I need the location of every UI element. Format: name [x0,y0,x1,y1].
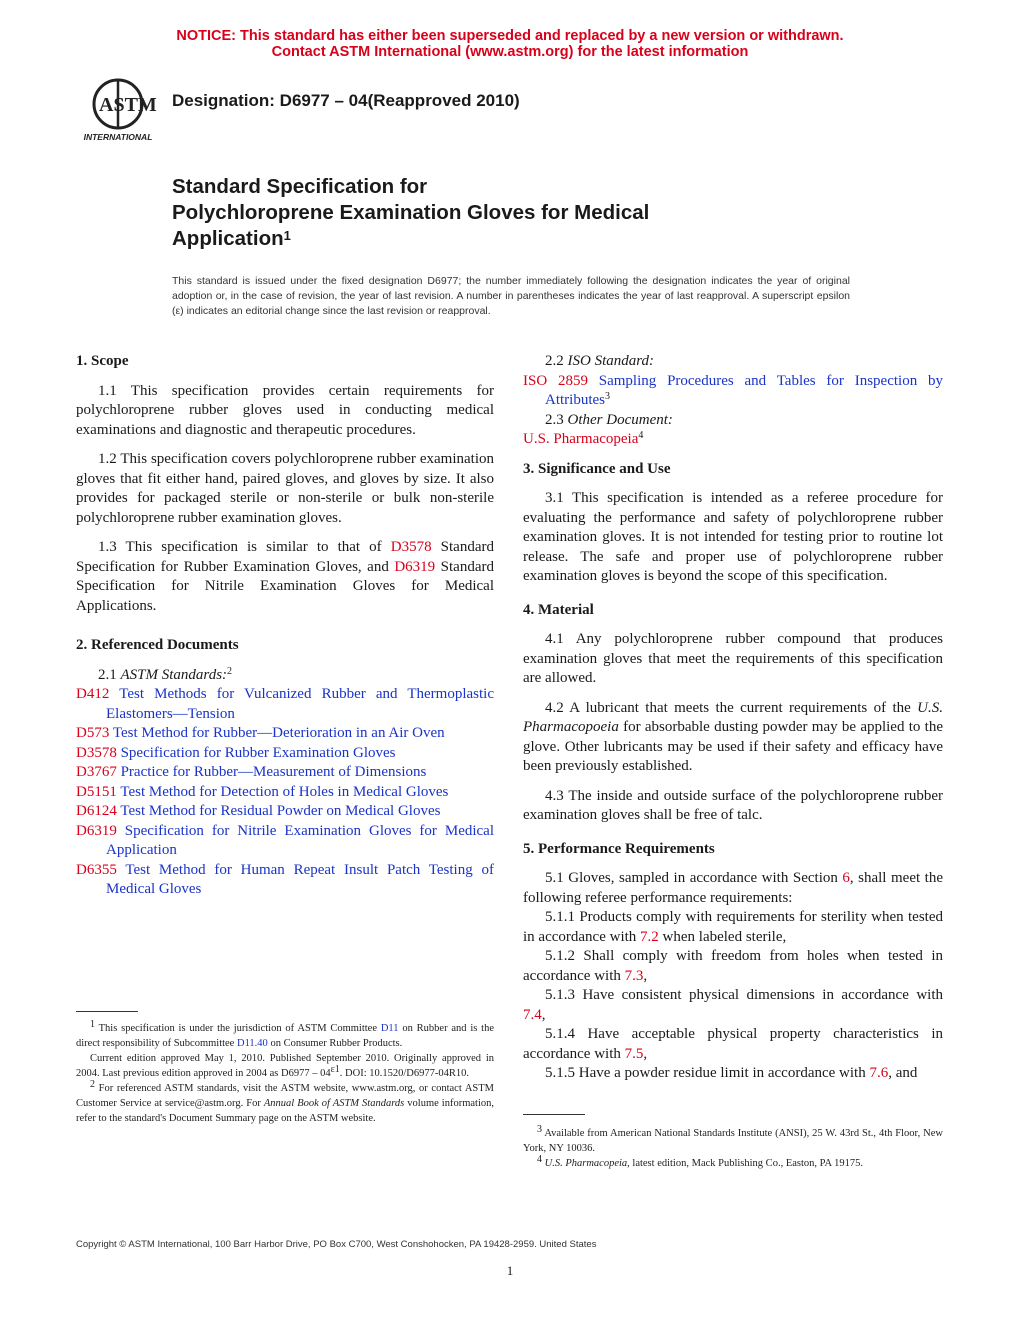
logo-text: INTERNATIONAL [83,132,153,142]
performance-item: 5.1.4 Have acceptable physical property characteristics in accordance with 7.5, [523,1026,943,1062]
para-1-1: 1.1 This specification provides certain requirements for polychloroprene rubber gloves used in conducting medical examinations and diagnostic and therapeutic procedures. [76,382,494,438]
document-title [172,174,649,252]
reference-item[interactable] [76,822,494,861]
link-section-6[interactable]: 6 [842,870,850,886]
performance-item: 5.1.3 Have consistent physical dimensions in accordance with 7.4, [523,987,943,1023]
notice-line-1: NOTICE: This standard has either been superseded and replaced by a new version or withdrawn. [176,28,844,44]
reference-title[interactable]: Practice for Rubber—Measurement of Dimensions [120,764,427,780]
title-footnote-ref: 1 [283,228,291,243]
reference-title[interactable]: Specification for Nitrile Examination Gloves for Medical Application [106,822,495,858]
astm-logo [76,76,160,146]
performance-item: 5.1.5 Have a powder residue limit in accordance with 7.6, and [545,1065,918,1081]
link-section-ref[interactable]: 7.3 [624,967,644,984]
reference-code[interactable]: D6319 [76,822,117,839]
link-section-ref[interactable]: 7.2 [640,928,659,945]
title-line-1: Standard Specification for [172,175,428,198]
link-section-ref[interactable]: 7.4 [523,1006,542,1023]
footnote-1: 1 This specification is under the jurisdiction of ASTM Committee D11 on Rubber and is the direct responsibility of Subcommittee D11.40 on Consumer Rubber Products. [76,1019,494,1049]
link-d11-40[interactable]: D11.40 [236,1038,268,1049]
title-line-3: Application [172,227,284,250]
link-d6319[interactable]: D6319 [394,558,436,575]
reference-item[interactable] [76,783,494,803]
subsection-2-3: 2.3 Other Document: [545,411,673,428]
section-5-heading: 5. Performance Requirements [523,840,715,857]
footnote-3: 3 Available from American National Standards Institute (ANSI), 25 W. 43rd St., 4th Floor, New York, NY 10036. [523,1124,943,1154]
reference-title[interactable]: Test Method for Detection of Holes in Medical Gloves [120,783,449,800]
reference-code[interactable]: D6124 [76,803,117,819]
reference-iso-2859[interactable]: ISO 2859 Sampling Procedures and Tables for Inspection by Attributes$^3$ [523,372,943,408]
astm-logo-mark [76,76,160,146]
right-column [523,352,943,1084]
reference-item[interactable] [76,744,494,764]
reference-title[interactable]: Test Methods for Vulcanized Rubber and Thermoplastic Elastomers—Tension [106,686,495,722]
reference-code[interactable]: D3578 [76,744,117,761]
link-section-ref[interactable]: 7.5 [624,1045,644,1062]
copyright: Copyright © ASTM International, 100 Barr Harbor Drive, PO Box C700, West Conshohocken, PA 19428-2959. United States [76,1239,597,1250]
designation: Designation: D6977 – 04(Reapproved 2010) [172,91,520,110]
reference-title[interactable]: Test Method for Human Repeat Insult Patch Testing of Medical Gloves [106,861,494,897]
reference-title[interactable]: Test Method for Residual Powder on Medical Gloves [120,803,441,819]
reference-title[interactable]: Test Method for Rubber—Deterioration in an Air Oven [112,725,445,741]
reference-list [76,685,494,900]
section-2-heading: 2. Referenced Documents [76,637,239,653]
para-4-3: 4.3 The inside and outside surface of the polychloroprene rubber examination gloves shall be free of talc. [523,787,943,823]
para-1-3: 1.3 This specification is similar to that of D3578 Standard Specification for Rubber Examination Gloves, and D6319 Standard Specification for Nitrile Examination Gloves for Medical Applications. [76,539,494,614]
para-5-1: 5.1 Gloves, sampled in accordance with Section 6, shall meet the following referee performance requirements: [523,870,943,906]
footnote-rule-left [76,1011,138,1012]
footnote-2: 2 For referenced ASTM standards, visit the ASTM website, www.astm.org, or contact ASTM Customer Service at service@astm.org. For Annual Book of ASTM Standards volume information, refer to the standard's Document Summary page on the ASTM website. [76,1079,494,1124]
reference-code[interactable]: D412 [76,686,110,702]
reference-usp[interactable]: U.S. Pharmacopeia$^4$ [523,430,644,447]
footnotes-left [76,1021,494,1126]
reference-code[interactable]: D573 [76,725,110,741]
para-4-1: 4.1 Any polychloroprene rubber compound that produces examination gloves that meet the requirements of this specification are allowed. [523,631,943,686]
link-d3578[interactable]: D3578 [390,539,432,555]
reference-code[interactable]: D3767 [76,764,117,780]
notice-banner [0,28,1020,60]
reference-item[interactable] [76,802,494,822]
subsection-2-1: 2.1 ASTM Standards:$^2$ [98,665,233,683]
footnotes-right [523,1126,943,1171]
performance-item: 5.1.1 Products comply with requirements for sterility when tested in accordance with 7.2 when labeled sterile, [523,909,943,945]
reference-item[interactable] [76,724,494,744]
reference-code[interactable]: D6355 [76,861,117,878]
link-section-ref[interactable]: 7.6 [869,1065,889,1081]
title-line-2: Polychloroprene Examination Gloves for Medical [172,201,650,224]
page-number: 1 [506,1263,514,1278]
footnote-1-edition: Current edition approved May 1, 2010. Published September 2010. Originally approved in 2004. Last previous edition approved in 2004 as D6977 – 04ε1. DOI: 10.1520/D6977-04R10. [76,1053,494,1079]
subsection-2-2: 2.2 ISO Standard: [545,353,655,369]
para-3-1: 3.1 This specification is intended as a referee procedure for evaluating the performance and safety of polychloroprene rubber examination gloves. It is not intended for testing prior to routine lot release. The safe and proper use of polychloroprene rubber examination gloves is beyond the scope of this specification. [523,490,943,584]
para-4-2: 4.2 A lubricant that meets the current requirements of the U.S. Pharmacopoeia for absorbable dusting powder may be applied to the glove. Other lubricants may be used if their safety and efficacy have been previously established. [523,699,943,774]
footnote-rule-right [523,1114,585,1115]
reference-title[interactable]: Specification for Rubber Examination Gloves [120,744,396,761]
footnote-4: 4 U.S. Pharmacopeia, latest edition, Mack Publishing Co., Easton, PA 19175. [537,1154,864,1169]
link-d11[interactable]: D11 [380,1023,399,1034]
reference-item[interactable] [76,861,494,900]
reference-code[interactable]: D5151 [76,783,117,800]
logo-letters: ASTM [99,94,157,116]
left-column [76,352,494,900]
section-3-heading: 3. Significance and Use [523,460,671,477]
reference-item[interactable] [76,685,494,724]
section-4-heading: 4. Material [523,601,594,618]
performance-item: 5.1.2 Shall comply with freedom from holes when tested in accordance with 7.3, [523,948,943,984]
para-1-2: 1.2 This specification covers polychloroprene rubber examination gloves that fit either hand, paired gloves, and gloves by size. It also provides for packaged sterile or non-sterile or bulk non-sterile polychloroprene rubber examination gloves. [76,451,494,526]
notice-line-2: Contact ASTM International (www.astm.org) for the latest information [271,44,749,60]
section-1-heading: 1. Scope [76,353,129,369]
performance-list [523,908,943,1084]
reference-item[interactable] [76,763,494,783]
intro-paragraph: This standard is issued under the fixed designation D6977; the number immediately following the designation indicates the year of original adoption or, in the case of revision, the year of last revision. A number in parentheses indicates the year of last reapproval. A superscript epsilon (ε) indicates an editorial change since the last revision or reapproval. [172,275,850,317]
